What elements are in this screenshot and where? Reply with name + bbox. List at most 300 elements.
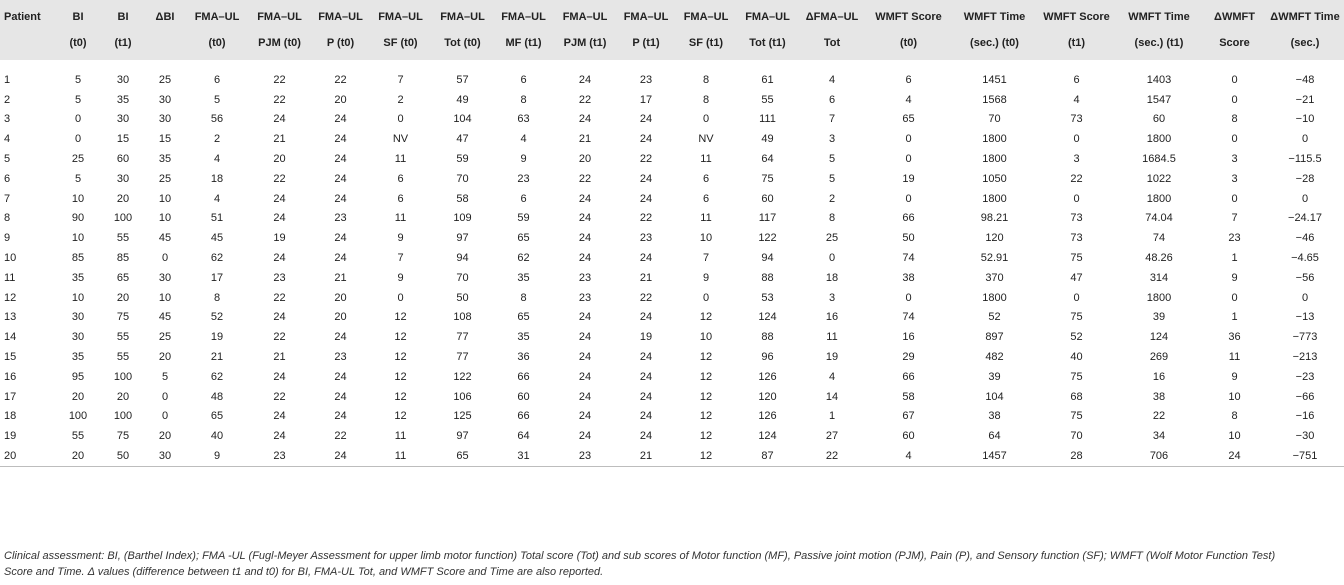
table-cell: 30	[116, 113, 130, 126]
table-cell: 8	[1231, 113, 1238, 126]
table-cell: 24	[639, 311, 653, 324]
table-cell: 10	[4, 252, 17, 265]
table-cell: 7	[1231, 212, 1238, 225]
table-cell: 35	[71, 271, 85, 284]
column-header-13: FMA–UL	[745, 11, 790, 23]
table-cell: 19	[210, 331, 224, 344]
column-subheader-20: (sec.)	[1290, 37, 1320, 49]
table-cell: 19	[825, 351, 839, 364]
table-cell: 50	[456, 291, 469, 304]
table-cell: 24	[334, 252, 347, 265]
table-cell: 100	[113, 212, 133, 225]
table-cell: 8	[213, 291, 221, 304]
table-cell: 64	[761, 153, 774, 166]
table-cell: 22	[1070, 172, 1083, 185]
column-subheader-15: (t0)	[899, 37, 918, 49]
table-row	[0, 90, 1344, 110]
table-cell: 125	[453, 410, 472, 423]
table-cell: 12	[699, 370, 713, 383]
table-cell: 0	[397, 113, 404, 126]
table-cell: 16	[1152, 370, 1166, 383]
table-cell: 4	[828, 73, 836, 86]
table-cell: 20	[334, 93, 347, 106]
table-cell: 269	[1149, 351, 1169, 364]
column-header-20: ΔWMFT Time	[1270, 11, 1340, 23]
table-cell: 16	[902, 331, 915, 344]
column-subheader-10: PJM (t1)	[563, 37, 607, 49]
table-cell: −115.5	[1288, 153, 1322, 166]
column-header-12: FMA–UL	[683, 11, 729, 23]
table-cell: 124	[1149, 331, 1169, 344]
table-cell: 24	[273, 370, 286, 383]
table-cell: 5	[74, 93, 82, 106]
table-cell: 24	[578, 390, 592, 403]
table-cell: 58	[902, 390, 915, 403]
table-cell: 73	[1070, 232, 1083, 245]
table-cell: −30	[1295, 430, 1315, 443]
column-subheader-8: Tot (t0)	[444, 37, 481, 49]
table-cell: 8	[702, 73, 710, 86]
table-cell: NV	[392, 133, 409, 146]
table-cell: 59	[517, 212, 530, 225]
table-cell: 3	[828, 291, 836, 304]
table-cell: 6	[397, 172, 404, 185]
table-cell: 20	[71, 390, 85, 403]
table-cell: 4	[213, 192, 221, 205]
table-cell: 1800	[1146, 192, 1172, 205]
table-cell: −21	[1295, 93, 1315, 106]
table-cell: 16	[4, 370, 17, 383]
table-cell: 85	[116, 252, 130, 265]
table-cell: 63	[517, 113, 530, 126]
table-cell: 6	[520, 192, 527, 205]
table-cell: 30	[71, 311, 85, 324]
table-cell: 12	[394, 390, 407, 403]
table-cell: 47	[456, 133, 469, 146]
table-row	[0, 209, 1344, 229]
table-cell: 45	[158, 311, 172, 324]
table-cell: 12	[699, 410, 713, 423]
table-cell: 23	[639, 73, 653, 86]
table-cell: 30	[158, 93, 172, 106]
table-cell: 51	[210, 212, 224, 225]
table-cell: 24	[578, 73, 592, 86]
table-cell: 17	[639, 93, 653, 106]
table-caption: Clinical assessment: BI, (Barthel Index); FMA -UL (Fugl-Meyer Assessment for upper limb motor function) Total score (Tot) and sub scores of Motor function (MF), Passive joint motion (PJM), Pain (P), and Sensory function (SF); WMFT (Wolf Motor Function Test) Score and Time. Δ values (difference between t1 and t0) for BI, FMA-UL Tot, and WMFT Score and Time are also reported.	[4, 550, 1276, 578]
table-cell: 62	[517, 252, 530, 265]
table-cell: 0	[161, 390, 169, 403]
table-cell: 126	[758, 370, 777, 383]
table-cell: 4	[213, 153, 221, 166]
table-cell: 85	[71, 252, 85, 265]
table-cell: 24	[639, 172, 653, 185]
table-cell: 0	[702, 291, 710, 304]
table-cell: 1451	[982, 73, 1007, 86]
table-row	[0, 248, 1344, 268]
table-cell: 24	[639, 430, 653, 443]
table-cell: 6	[828, 93, 836, 106]
table-cell: 1800	[982, 133, 1007, 146]
column-header-10: FMA–UL	[562, 11, 608, 23]
column-subheader-12: SF (t1)	[688, 37, 724, 49]
column-subheader-13: Tot (t1)	[749, 37, 786, 49]
table-row	[0, 327, 1344, 347]
table-cell: 4	[828, 370, 836, 383]
table-cell: 23	[248, 446, 311, 466]
table-cell: 40	[210, 430, 224, 443]
table-cell: 75	[116, 311, 130, 324]
table-cell: 24	[578, 370, 592, 383]
table-row	[0, 347, 1344, 367]
table-cell: 20	[54, 446, 102, 466]
table-cell: 24	[334, 153, 347, 166]
table-cell: 25	[71, 153, 85, 166]
table-cell: 0	[905, 133, 912, 146]
table-cell: 60	[1152, 113, 1166, 126]
column-header-17: WMFT Score	[1043, 11, 1110, 23]
table-cell: 38	[988, 410, 1001, 423]
table-cell: 24	[639, 252, 653, 265]
table-cell: 24	[639, 390, 653, 403]
table-cell: 124	[758, 311, 777, 324]
table-cell: 1	[828, 410, 836, 423]
table-cell: 122	[758, 232, 777, 245]
table-cell: 0	[1301, 133, 1309, 146]
table-cell: 22	[1152, 410, 1166, 423]
table-cell: 24	[639, 113, 653, 126]
table-cell: 22	[273, 331, 286, 344]
table-cell: 23	[334, 351, 347, 364]
table-cell: 48.26	[1145, 252, 1173, 265]
column-subheader-16: (sec.) (t0)	[970, 37, 1019, 49]
table-cell: 19	[639, 331, 653, 344]
table-cell: 97	[456, 430, 469, 443]
table-cell: 30	[116, 73, 130, 86]
table-cell: 7	[397, 73, 404, 86]
table-cell: 22	[639, 212, 653, 225]
table-cell: 74	[902, 252, 915, 265]
table-cell: 1403	[1146, 73, 1172, 86]
table-cell: 24	[311, 446, 370, 466]
table-cell: 35	[517, 331, 530, 344]
table-cell: 24	[578, 192, 592, 205]
table-cell: 8	[520, 291, 527, 304]
table-cell: 7	[828, 113, 836, 126]
table-cell: 12	[699, 430, 713, 443]
table-cell: 45	[210, 232, 224, 245]
table-cell: 9	[397, 232, 404, 245]
table-cell: 65	[210, 410, 224, 423]
table-cell: 5	[74, 73, 82, 86]
table-cell: 74	[902, 311, 915, 324]
table-cell: 0	[1073, 133, 1080, 146]
table-cell: 35	[71, 351, 85, 364]
table-cell: 22	[334, 430, 347, 443]
table-cell: 24	[578, 113, 592, 126]
table-cell: 21	[639, 271, 653, 284]
table-cell: 0	[1073, 291, 1080, 304]
table-cell: 19	[273, 232, 286, 245]
table-cell: 88	[761, 271, 774, 284]
table-cell: 24	[578, 331, 592, 344]
column-subheader-9: MF (t1)	[505, 37, 542, 49]
table-cell: 124	[758, 430, 777, 443]
table-cell: 28	[1038, 446, 1115, 466]
table-cell: 24	[334, 172, 347, 185]
table-cell: 35	[116, 93, 130, 106]
table-cell: 30	[158, 271, 172, 284]
table-cell: 24	[639, 351, 653, 364]
table-cell: 24	[334, 390, 347, 403]
table-cell: 27	[825, 430, 839, 443]
table-row	[0, 268, 1344, 288]
table-cell: 75	[761, 172, 774, 185]
table-cell: 22	[273, 73, 286, 86]
table-cell: 2	[4, 93, 11, 106]
table-cell: 74.04	[1145, 212, 1173, 225]
table-cell: 23	[1228, 232, 1241, 245]
table-cell: 98.21	[980, 212, 1009, 225]
table-cell: −46	[1295, 232, 1315, 245]
table-cell: 23	[334, 212, 347, 225]
table-cell: 31	[494, 446, 553, 466]
table-cell: 75	[1070, 410, 1083, 423]
table-cell: 55	[116, 232, 130, 245]
table-cell: 75	[1070, 311, 1083, 324]
column-header-6: FMA–UL	[318, 11, 363, 23]
table-cell: 12	[394, 410, 407, 423]
table-row	[0, 228, 1344, 248]
column-header-2: BI	[117, 11, 129, 23]
table-cell: 60	[902, 430, 915, 443]
table-cell: 8	[1231, 410, 1238, 423]
table-cell: 17	[4, 390, 17, 403]
table-cell: 0	[905, 291, 912, 304]
table-cell: 88	[761, 331, 774, 344]
table-cell: 70	[456, 271, 469, 284]
header-row-top	[0, 0, 1344, 30]
column-subheader-11: P (t1)	[632, 37, 660, 49]
table-cell: 49	[761, 133, 774, 146]
table-cell: 24	[639, 370, 653, 383]
column-subheader-19: Score	[1219, 37, 1250, 49]
table-cell: 4	[905, 93, 912, 106]
table-cell: 10	[699, 232, 713, 245]
table-cell: 24	[578, 410, 592, 423]
table-cell: 21	[578, 133, 592, 146]
header-row-bottom	[0, 30, 1344, 60]
table-cell: 1	[4, 73, 11, 86]
table-cell: 6	[213, 73, 221, 86]
table-cell: 0	[1231, 73, 1238, 86]
table-cell: 106	[453, 390, 472, 403]
table-cell: 23	[578, 271, 592, 284]
table-cell: 0	[828, 252, 836, 265]
table-cell: 897	[985, 331, 1004, 344]
table-cell: 11	[394, 212, 407, 225]
table-cell: 11	[700, 212, 712, 225]
table-cell: 30	[71, 331, 85, 344]
table-cell: 24	[578, 351, 592, 364]
table-cell: 6	[702, 192, 710, 205]
table-cell: 73	[1070, 113, 1083, 126]
table-cell: 0	[161, 410, 169, 423]
table-cell: 7	[4, 192, 11, 205]
table-cell: 22	[578, 93, 592, 106]
table-cell: 57	[456, 73, 469, 86]
table-cell: 24	[273, 212, 286, 225]
table-cell: 0	[1231, 93, 1238, 106]
table-cell: 120	[758, 390, 777, 403]
table-row	[0, 149, 1344, 169]
table-cell: 20	[334, 291, 347, 304]
table-cell: 108	[453, 311, 472, 324]
table-row	[0, 129, 1344, 149]
table-cell: 0	[74, 113, 82, 126]
table-cell: 65	[431, 446, 494, 466]
table-cell: 20	[158, 430, 172, 443]
table-cell: 18	[4, 410, 17, 423]
table-cell: 11	[394, 153, 407, 166]
table-cell: 47	[1070, 271, 1083, 284]
table-cell: 1800	[982, 192, 1007, 205]
table-cell: 24	[334, 331, 347, 344]
table-cell: 3	[4, 113, 11, 126]
table-row	[0, 288, 1344, 308]
table-cell: 1	[1231, 311, 1238, 324]
table-cell: 104	[453, 113, 472, 126]
table-cell: 10	[1228, 430, 1241, 443]
table-cell: 30	[116, 172, 130, 185]
table-cell: 30	[158, 113, 172, 126]
table-cell: −48	[1295, 73, 1315, 86]
table-cell: 3	[1073, 153, 1080, 166]
table-cell: 1457	[951, 446, 1038, 466]
table-cell: 11	[370, 446, 431, 466]
table-cell: 35	[517, 271, 530, 284]
table-cell: 126	[758, 410, 777, 423]
table-cell: 50	[102, 446, 144, 466]
table-cell: 11	[394, 430, 407, 443]
table-row	[0, 387, 1344, 407]
table-cell: 38	[1152, 390, 1166, 403]
table-cell: 100	[113, 410, 133, 423]
table-cell: 9	[1231, 370, 1238, 383]
table-cell: 22	[578, 172, 592, 185]
table-cell: 55	[71, 430, 85, 443]
table-cell: 95	[71, 370, 85, 383]
table-row	[0, 446, 1344, 466]
table-cell: 18	[210, 172, 224, 185]
table-cell: 20	[273, 153, 286, 166]
table-cell: 17	[210, 271, 224, 284]
table-cell: 10	[71, 232, 85, 245]
table-cell: 70	[988, 113, 1001, 126]
table-cell: −13	[1295, 311, 1315, 324]
table-cell: 104	[985, 390, 1004, 403]
table-cell: 12	[394, 370, 407, 383]
table-cell: 73	[1070, 212, 1083, 225]
table-cell: 21	[617, 446, 675, 466]
table-row	[0, 308, 1344, 328]
table-cell: 100	[113, 370, 133, 383]
table-body	[0, 60, 1344, 466]
table-cell: 64	[988, 430, 1001, 443]
table-cell: −23	[1295, 370, 1315, 383]
table-cell: 20	[334, 311, 347, 324]
table-cell: 22	[273, 172, 286, 185]
table-cell: 22	[639, 291, 653, 304]
table-cell: 20	[0, 446, 54, 466]
table-cell: 65	[517, 232, 530, 245]
column-header-1: BI	[72, 11, 84, 23]
table-cell: 10	[158, 291, 172, 304]
table-cell: 29	[902, 351, 915, 364]
table-cell: −28	[1295, 172, 1315, 185]
table-cell: 706	[1115, 446, 1203, 466]
table-cell: 1800	[982, 153, 1007, 166]
table-cell: 21	[273, 133, 286, 146]
table-cell: 24	[639, 410, 653, 423]
table-cell: 8	[828, 212, 836, 225]
table-cell: 39	[988, 370, 1001, 383]
table-cell: 21	[210, 351, 224, 364]
table-cell: 24	[273, 311, 286, 324]
table-cell: 12	[699, 351, 713, 364]
table-row	[0, 367, 1344, 387]
table-cell: 24	[639, 192, 653, 205]
column-subheader-2: (t1)	[114, 37, 132, 49]
table-cell: 3	[1231, 172, 1238, 185]
table-cell: 21	[273, 351, 286, 364]
column-subheader-0	[0, 30, 54, 60]
table-cell: 1800	[1146, 133, 1172, 146]
table-cell: 24	[578, 252, 592, 265]
table-cell: 0	[161, 252, 169, 265]
table-cell: 24	[334, 370, 347, 383]
table-cell: 23	[639, 232, 653, 245]
table-cell: 60	[116, 153, 130, 166]
table-cell: 117	[758, 212, 777, 225]
table-cell: 0	[1301, 192, 1309, 205]
table-cell: 1	[1231, 252, 1238, 265]
table-cell: 122	[453, 370, 472, 383]
table-cell: 1050	[982, 172, 1007, 185]
table-cell: 66	[902, 370, 915, 383]
table-cell: −66	[1295, 390, 1315, 403]
table-cell: 5	[161, 370, 169, 383]
table-cell: 68	[1070, 390, 1083, 403]
column-header-0: Patient	[4, 11, 41, 23]
table-cell: 49	[456, 93, 469, 106]
table-cell: 10	[699, 331, 713, 344]
table-cell: 65	[116, 271, 130, 284]
table-cell: 8	[520, 93, 527, 106]
table-cell: 65	[902, 113, 915, 126]
table-cell: 24	[273, 410, 286, 423]
table-cell: 20	[116, 390, 130, 403]
table-cell: 314	[1149, 271, 1169, 284]
table-cell: 11	[700, 153, 712, 166]
table-cell: 3	[1231, 153, 1238, 166]
table-cell: 45	[158, 232, 172, 245]
table-cell: −773	[1292, 331, 1318, 344]
table-cell: 70	[456, 172, 469, 185]
table-cell: 0	[74, 133, 82, 146]
table-cell: 0	[1231, 133, 1238, 146]
table-cell: 23	[553, 446, 617, 466]
table-cell: 23	[578, 291, 592, 304]
